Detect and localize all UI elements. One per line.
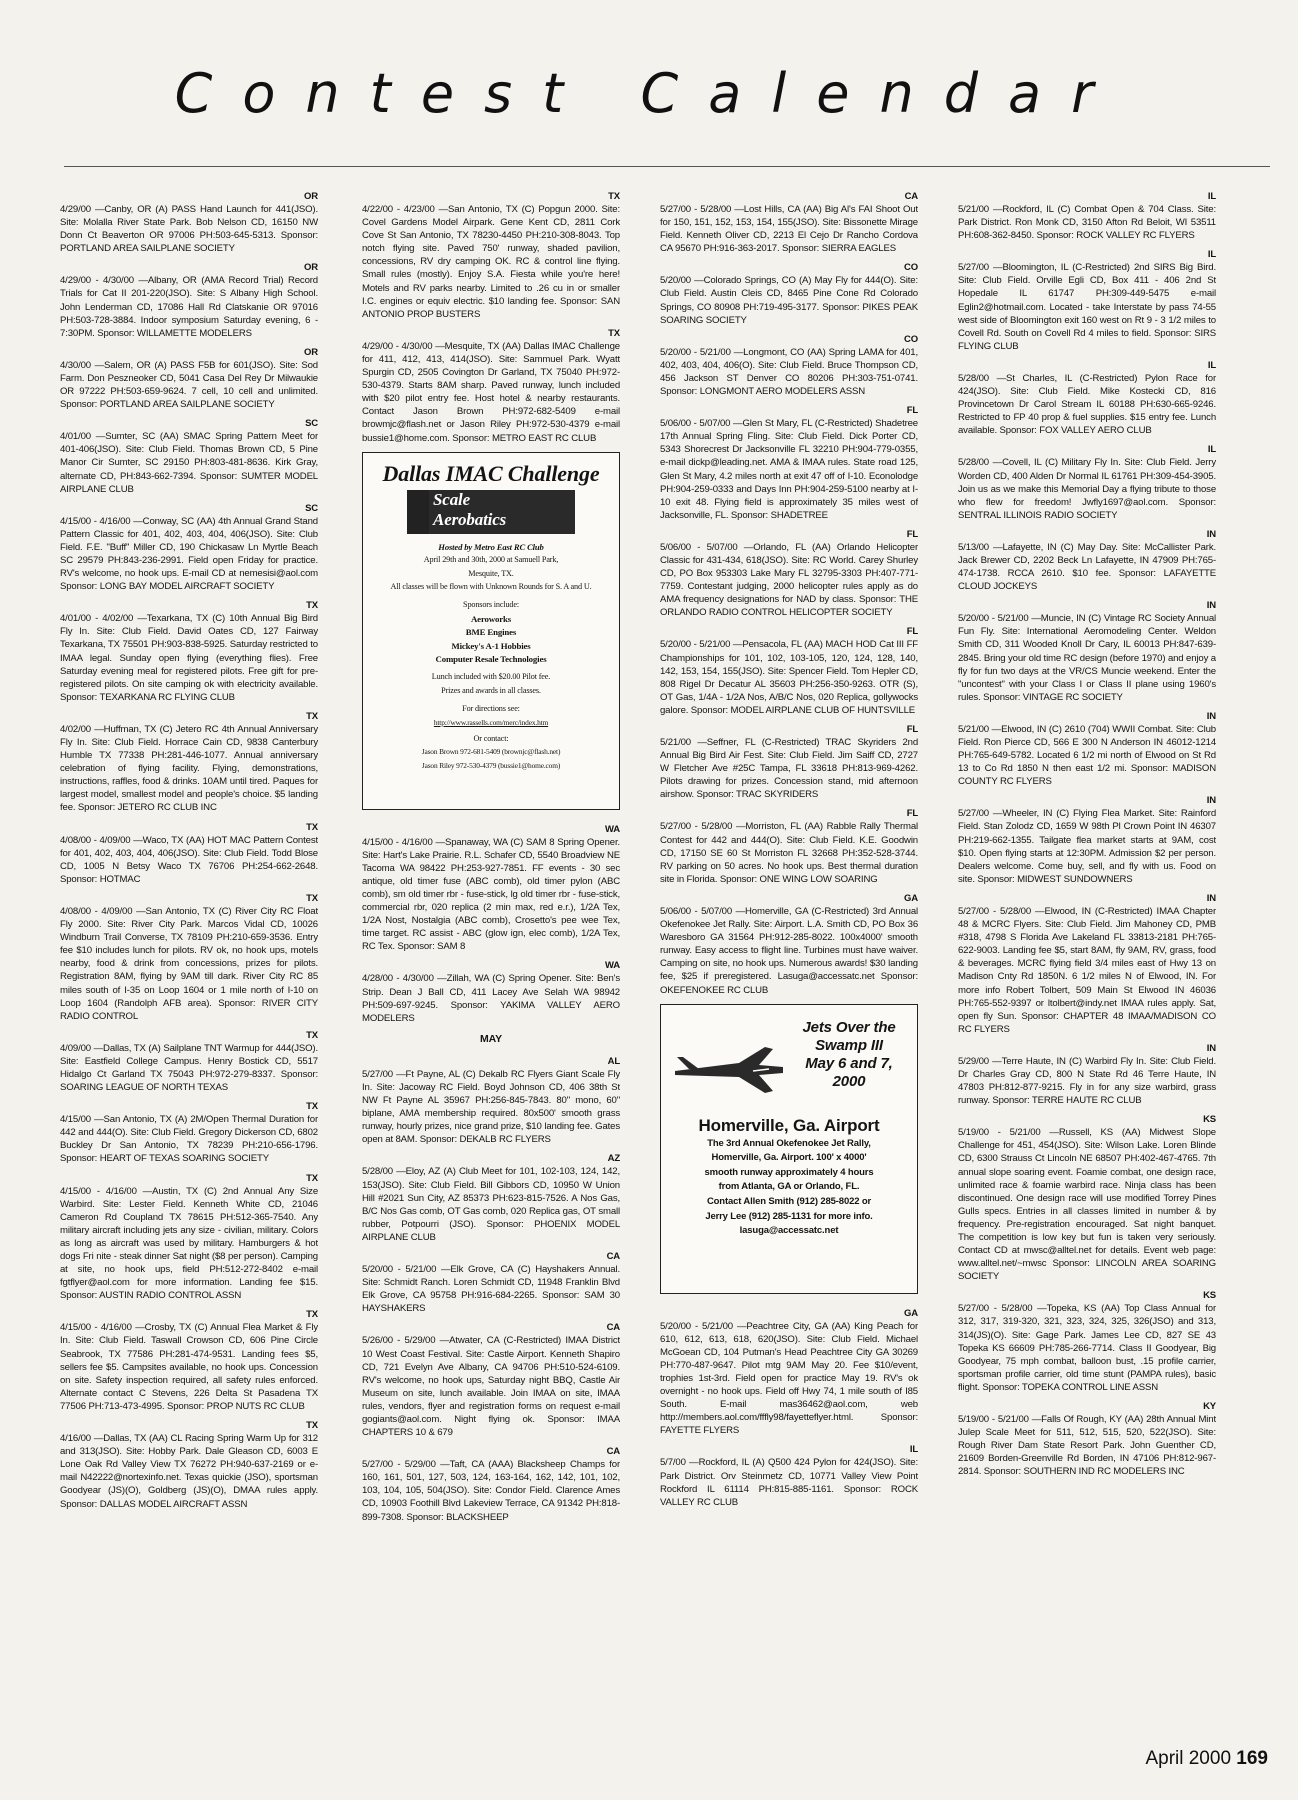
state-label: IL [1207, 359, 1216, 371]
state-label: CA [904, 191, 918, 202]
contest-entry: 5/27/00 —Bloomington, IL (C-Restricted) 2nd SIRS Big Bird. Site: Club Field. Orville Egli CD, Box 411 - 406 2nd St Hopedale IL 61747 PH:309-449-5475 e-mail Eglin2@hotmail.com. Located - take Interstate by pass 74-55 west side of Bloomington exit 160 west on Rt 9 - 3 1/2 miles to Covell Rd. South on Covell Rd 4 miles to field. Sponsor: SIRS FLYING CLUB [958, 262, 1216, 352]
imac-classes: All classes will be flown with Unknown Rounds for S. A and U. [390, 581, 592, 591]
contest-entry: 5/28/00 —Eloy, AZ (A) Club Meet for 101, 102-103, 124, 142, 153(JSO). Site: Club Field. Bill Gibbors CD, 10950 W Union Hill #2021 Sun City, AZ 85373 PH:623-815-7526. A Nos Gas, B/C Nos Gas comb, OT Gas comb, 020 Replica gas, OT small rubber, Potpourri (JSO). Sponsor: PHOENIX MODEL AIRPLANE CLUB [362, 1166, 620, 1243]
calendar-column-3 [660, 190, 918, 1690]
jets-ad-line: Homerville, Ga. Airport. 100' x 4000' [711, 1152, 867, 1164]
state-label: IN [1206, 795, 1216, 807]
imac-date-place: April 29th and 30th, 2000 at Samuell Park, [423, 555, 559, 565]
contest-entry: 5/27/00 —Wheeler, IN (C) Flying Flea Market. Site: Rainford Field. Stan Zolodz CD, 1659 W 98th Pl Crown Point IN 46307 PH:219-662-1355. Tailgate flea market starts at 9AM, cost $10. Open flying starts at 12:30PM. Admission $2 per person. Dealers welcome. Come buy, sell, and fly with us. Food on site. Sponsor: MIDWEST SUNDOWNERS [958, 808, 1216, 885]
contest-entry: 5/19/00 - 5/21/00 —Russell, KS (AA) Midwest Slope Challenge for 451, 454(JSO). Site: Wilson Lake. Loren Blinde CD, 6300 Strauss Ct Lincoln NE 68507 PH:402-467-4765. 7th annual slope soaring event. Foamie combat, one design race, unlimited race & foamie warbird race. Ninja class has been discontinued. One design race will use modified Torrey Pines Gulls specs. Entries in all classes limited in number & by frequency. Pre-registration encouraged. Sat night banquet. The competition is low key but fun is taken very seriously. Contact CD at mwsc@alltel.net for details. Event web page: www.alltel.net/~mwsc Sponsor: LINCOLN AREA SOARING SOCIETY [958, 1127, 1216, 1283]
contest-entry: 5/27/00 - 5/28/00 —Elwood, IN (C-Restricted) IMAA Chapter 48 & MCRC Flyers. Site: Club Field. Jim Mahoney CD, PMB #318, 4798 S Florida Ave Lakeland FL 33813-2181 PH:765-622-9003. Landing fee $5, start 8AM, fly 9AM, RV, grass, food & beverages. MCRC flying field 3/4 miles east of Hwy 13 on Madison Cnty Rd 1850N. 6 1/2 miles N of Elwood, IN. For more info Robert Tolbert, 509 Main St Elwood IN 46036 PH:765-552-9397 or ltolbert@indy.net IMAA rules apply. Sat, open fly Sun. Sponsor: CHAPTER 48 IMAA/MADISON CO RC FLYERS [958, 905, 1216, 1035]
contest-entry: 4/29/00 - 4/30/00 —Mesquite, TX (AA) Dallas IMAC Challenge for 411, 412, 413, 414(JSO). Site: Sammuel Park. Wyatt Spurgin CD, 2505 Covington Dr Garland, TX 75040 PH:972-530-4379. Starts 8AM sharp. Paved runway, lunch included with $20 pilot entry fee. Host hotel & nearby restaurants. Contact Jason Brown PH:972-682-5409 e-mail browmjc@flash.net or Jason Riley PH:972-530-4379 e-mail bussie1@home.com. Sponsor: METRO EAST RC CLUB [362, 340, 620, 444]
state-label: IN [1206, 600, 1216, 612]
contest-entry: 5/27/00 - 5/28/00 —Lost Hills, CA (AA) Big Al's FAI Shoot Out for 150, 151, 152, 153, 154, 155(JSO). Site: Bissonette Mirage Field. Kenneth Oliver CD, 2213 El Cejo Dr Rancho Cordova CA 95670 PH:916-363-2017. Sponsor: SIERRA EAGLES [660, 204, 918, 255]
state-label: TX [306, 1420, 318, 1432]
contest-entry: 4/09/00 —Dallas, TX (A) Sailplane TNT Warmup for 444(JSO). Site: Eastfield College Campus. Henry Bostick CD, 5517 Hidalgo Ct Garland TX 75043 PH:972-279-8337. Sponsor: SOARING LEAGUE OF NORTH TEXAS [60, 1042, 318, 1094]
state-label: WA [604, 960, 620, 972]
jets-over-the-swamp-ad [660, 1004, 918, 1294]
state-label: TX [608, 327, 620, 339]
contest-entry: 4/15/00 - 4/16/00 —Conway, SC (AA) 4th Annual Grand Stand Pattern Classic for 401, 402, 403, 404, 406(JSO). Site: Club Field. F.E. "Buff" Miller CD, 190 Chickasaw Ln Myrtle Beach SC 29579 PH:843-236-2991. Field open Friday for practice. RV's welcome, no hook ups. E-mail CD at nemesisi@aol.com Sponsor: LONG BAY MODEL AIRCRAFT SOCIETY [60, 515, 318, 593]
state-label: CA [606, 1446, 620, 1458]
state-label: IN [1206, 710, 1216, 722]
state-label: KS [1203, 1114, 1216, 1126]
state-label: TX [306, 710, 318, 722]
state-label: OR [304, 346, 318, 358]
contest-entry: 4/15/00 —San Antonio, TX (A) 2M/Open Thermal Duration for 442 and 444(O). Site: Club Field. Gregory Dickerson CD, 6802 Buckley Dr San Antonio, TX 78239 PH:210-656-1796. Sponsor: HEART OF TEXAS SOARING SOCIETY [60, 1114, 318, 1165]
imac-contact-label: Or contact: [473, 733, 509, 743]
contest-entry: 5/28/00 —Covell, IL (C) Military Fly In. Site: Club Field. Jerry Worden CD, 400 Alden Dr Normal IL 61761 PH:309-454-3905. Join us as we make this Memorial Day a flying tribute to those who flew for freedom! Jwfly1697@aol.com. Sponsor: SENTRAL ILLINOIS RADIO SOCIETY [958, 457, 1216, 521]
dallas-imac-challenge-ad [362, 452, 620, 810]
contest-entry: 5/28/00 —St Charles, IL (C-Restricted) Pylon Race for 424(JSO). Site: Club Field. Mike Kostecki CD, 816 Provincetown Dr Carol Stream IL 60188 PH:630-665-9246. Restricted to FP 40 prop & fuel supplies. $15 entry fee. Lunch available. Sponsor: FOX VALLEY AERO CLUB [958, 372, 1216, 437]
page-footer [1145, 1748, 1268, 1770]
contest-entry: 4/08/00 - 4/09/00 —Waco, TX (AA) HOT MAC Pattern Contest for 401, 402, 403, 404, 406(JSO). Site: Club Field. Todd Blose CD, 1005 N Betsy Waco TX 76706 PH:254-662-2648. Sponsor: HOTMAC [60, 834, 318, 885]
contest-entry: 5/20/00 - 5/21/00 —Pensacola, FL (AA) MACH HOD Cat III FF Championships for 101, 102, 103-105, 120, 124, 128, 140, 142, 153, 154, 155(JSO). Site: Spencer Field. Tom Hepler CD, 808 Rigel Dr Decatur AL 35603 PH:256-350-9263. OTR (S), OT Gas, 1/4A - 1/2A Nos, A/B/C Nos, 020 Replica, gollywocks galore. Sponsor: MODEL AIRPLANE CLUB OF HUNTSVILLE [660, 639, 918, 716]
column-2-entries-may [362, 1056, 620, 1524]
column-2-entries-bottom [362, 824, 620, 1025]
calendar-column-1 [60, 190, 318, 1690]
state-label: IL [1207, 444, 1216, 456]
contest-entry: 5/29/00 —Terre Haute, IN (C) Warbird Fly In. Site: Club Field. Dr Charles Gray CD, 800 N State Rd 46 Terre Haute, IN 47803 PH:812-877-9215. Fly in for any size warbird, grass runway. Sponsor: TERRE HAUTE RC CLUB [958, 1055, 1216, 1107]
state-label: TX [306, 1101, 318, 1113]
contest-entry: 5/27/00 - 5/28/00 —Topeka, KS (AA) Top Class Annual for 312, 317, 319-320, 321, 323, 324, 325, 326(JSO) and 313, 314(JS)(O). Site: Gage Park. James Lee CD, 827 SE 43 Topeka KS 66609 PH:785-266-7714. Class II Goodyear, Big Goodyear, 75 mph combat, balloon bust, .15 profile carrier, sportsman profile carrier, old time stunt (PAMPA rules), basic flight. Sponsor: TOPEKA CONTROL LINE ASSN [958, 1303, 1216, 1393]
state-label: FL [906, 808, 918, 820]
state-label: IL [1207, 191, 1216, 202]
jets-ad-location: Homerville, Ga. Airport [698, 1115, 880, 1135]
state-label: IN [1206, 892, 1216, 904]
contest-entry: 4/30/00 —Salem, OR (A) PASS F5B for 601(JSO). Site: Sod Farm. Don Peszneoker CD, 5041 Casa Del Rey Dr Milwaukie OR 97222 PH:503-659-9624. 7 cell, 10 cell and unlimited. Sponsor: PORTLAND AREA SAILPLANE SOCIETY [60, 359, 318, 411]
state-label: IN [1206, 528, 1216, 540]
state-label: CO [904, 262, 918, 274]
contest-entry: 5/06/00 - 5/07/00 —Homerville, GA (C-Restricted) 3rd Annual Okefenokee Jet Rally. Site: Airport. L.A. Smith CD, PO Box 36 Waresboro GA 31564 PH:912-285-8022. 100x4000' smooth runway. Easy access to flight line. Turbines must have waiver. Camping on site, no hook ups. Numerous awards! $30 landing fee, $25 if preregistered. Lasuga@accessatc.net Sponsor: OKEFENOKEE RC CLUB [660, 905, 918, 996]
contest-entry: 4/28/00 - 4/30/00 —Zillah, WA (C) Spring Opener. Site: Ben's Strip. Dean J Ball CD, 411 Lacey Ave Selah WA 98942 PH:509-697-9245. Sponsor: YAKIMA VALLEY AERO MODELERS [362, 973, 620, 1024]
contest-entry: 5/26/00 - 5/29/00 —Atwater, CA (C-Restricted) IMAA District 10 West Coast Festival. Site: Castle Airport. Kenneth Shapiro CD, 721 Evelyn Ave Albany, CA 94706 PH:510-524-6109. RV's welcome, no hook ups, Saturday night BBQ, Castle Air Museum on site, lunch available. Join IMAA on site, IMAA rules, vendors, flyer and registration forms on request e-mail gogiants@aol.com. Night flying ok. Sponsor: IMAA CHAPTERS 10 & 679 [362, 1335, 620, 1439]
month-heading: MAY [480, 1032, 502, 1045]
jets-ad-line: The 3rd Annual Okefenokee Jet Rally, [707, 1137, 871, 1149]
state-label: KS [1203, 1290, 1216, 1302]
imac-lunch: Lunch included with $20.00 Pilot fee. [431, 672, 551, 682]
contest-entry: 4/22/00 - 4/23/00 —San Antonio, TX (C) Popgun 2000. Site: Covel Gardens Model Airpark. Gene Kent CD, 2811 Cork Cove St San Antonio, TX 78230-4450 PH:210-308-8043. Top notch flying site. Paved 750' runway, shaded pavilion, concessions, RV dry camping OK. RC & control line flying. Small rules (mostly). Enjoy S.A. Fiesta while you're here! Motels and RV parks nearby. Limited to .26 cu in or smaller I.C. engines or equiv electric. $10 landing fee. Sponsor: SAN ANTONIO PROP BUSTERS [362, 204, 620, 320]
state-label: IL [909, 1444, 918, 1456]
contest-entry: 5/06/00 - 5/07/00 —Orlando, FL (AA) Orlando Helicopter Classic for 431-434, 618(JSO). Site: RC World. Carey Shurley CD, PO Box 953303 Lake Mary FL 32795-3303 PH:407-771-7759. Contestant judging, 2000 helicopter rules apply as do AMA frequency designations for NAD by class. Sponsor: THE ORLANDO RADIO CONTROL HELICOPTER SOCIETY [660, 541, 918, 619]
jets-ad-line: Jerry Lee (912) 285-1131 for more info. [705, 1210, 873, 1222]
state-label: TX [306, 600, 318, 612]
state-label: TX [608, 191, 620, 202]
contest-entry: 5/20/00 - 5/21/00 —Elk Grove, CA (C) Hayshakers Annual. Site: Schmidt Ranch. Loren Schmidt CD, 11948 Franklin Blvd Elk Grove, CA 95758 PH:916-684-2265. Sponsor: SAM 30 HAYSHAKERS [362, 1264, 620, 1315]
contest-entry: 5/27/00 - 5/29/00 —Taft, CA (AAA) Blacksheep Champs for 160, 161, 501, 127, 503, 124, 163-164, 162, 142, 101, 102, 103, 104, 105, 504(JSO). Site: Condor Field. Clarence Ames CD, 10903 Foothill Blvd Lakeview Terrace, CA 91342 PH:818-899-7308. Sponsor: BLACKSHEEP [362, 1459, 620, 1523]
state-label: OR [304, 191, 318, 202]
contest-entry: 4/15/00 - 4/16/00 —Austin, TX (C) 2nd Annual Any Size Warbird. Site: Lester Field. Kenneth White CD, 21046 Cameron Rd Coupland TX 78615 PH:512-365-7540. Any military aircraft including jets any size - civilian, military. Colors as long as aircraft was used by military. Hamburgers & hot dogs Fri nite - steak dinner Sat night ($8 per person). Camping at site, no hook ups, field PH:512-272-8402 e-mail fgtflyer@aol.com for more information. Landing fee $15. Sponsor: AUSTIN RADIO CONTROL ASSN [60, 1185, 318, 1302]
contest-entry: 5/19/00 - 5/21/00 —Falls Of Rough, KY (AA) 28th Annual Mint Julep Scale Meet for 511, 512, 515, 520, 522(JSO). Site: Rough River Dam State Resort Park. John Guenther CD, 21609 Borden-Greenville Rd Borden, IN 47106 PH:812-967-2814. Sponsor: SOUTHERN IND RC MODELERS INC [958, 1414, 1216, 1478]
contest-entry: 5/21/00 —Seffner, FL (C-Restricted) TRAC Skyriders 2nd Annual Big Bird Air Fest. Site: Club Field. Jim Saiff CD, 2727 W Fletcher Ave #25C Tampa, FL 33618 PH:813-969-4262. Pilots drawing for prizes. Concession stand, mid afternoon airshow. Sponsor: TRAC SKYRIDERS [660, 737, 918, 801]
imac-contact: Jason Brown 972-681-5409 (brownjc@flash.net) [421, 747, 561, 757]
jets-ad-email[interactable]: lasuga@accessatc.net [739, 1225, 839, 1237]
imac-ad-title: Dallas IMAC Challenge [382, 460, 600, 486]
column-3-entries-top [660, 191, 918, 997]
column-3-entries-bottom [660, 1308, 918, 1509]
imac-directions-label: For directions see: [462, 704, 520, 714]
jet-plane-icon [669, 1013, 789, 1109]
state-label: CO [904, 333, 918, 345]
contest-entry: 5/06/00 - 5/07/00 —Glen St Mary, FL (C-Restricted) Shadetree 17th Annual Spring Fling. Site: Club Field. Dick Porter CD, 5343 Shorecrest Dr Jacksonville FL 32210 PH:904-779-0355, e-mail dickp@leading.net. AMA & IMAA rules. State road 125, Glen St Mary, 4.2 miles north at exit 47 off of I-10. Econolodge PH:904-259-0333 and Days Inn PH:904-259-5100 nearby at I-10 exit 48. Flying field is approximately 35 miles west of Jacksonville, FL. Sponsor: SHADETREE [660, 418, 918, 521]
jets-ad-line: smooth runway approximately 4 hours [704, 1166, 874, 1178]
state-label: SC [305, 502, 318, 514]
state-label: TX [306, 892, 318, 904]
contest-entry: 5/27/00 - 5/28/00 —Morriston, FL (AA) Rabble Rally Thermal Contest for 442 and 444(O). Site: Club Field. K.E. Goodwin CD, 17150 SE 60 St Morriston FL 32668 PH:352-528-3744. RV parking on 50 acres. No hook ups. Best thermal duration site in Florida. Sponsor: ONE WING LOW SOARING [660, 821, 918, 885]
state-label: WA [604, 823, 620, 835]
state-label: FL [906, 405, 918, 417]
calendar-column-2 [362, 190, 620, 1690]
contest-entry: 4/15/00 - 4/16/00 —Spanaway, WA (C) SAM 8 Spring Opener. Site: Hart's Lake Prairie. R.L. Schafer CD, 5540 Broadview NE Tacoma WA 98422 PH:253-927-7851. FF events - 30 sec antique, old timer fuse (ABC comb), old timer pylon (ABC comb), sm old timer rbr - fuse-stick, lg old timer rbr - fuse-stick, commercial rbr, 020 replica (2 min max, red e.r.), 1/2A Tex, 1/2A Nost, Nostalgia (ABC comb), Crosetto's pee wee Tex, time target. RC assist - ABC (glow ign, elec comb), 1/2A Tex, RC Tex. Sponsor: SAM 8 [362, 836, 620, 953]
jets-ad-title: Jets Over the Swamp III May 6 and 7, 2000 [802, 1018, 896, 1090]
contest-entry: 5/13/00 —Lafayette, IN (C) May Day. Site: McCallister Park. Jack Brewer CD, 2202 Beck Ln Lafayette, IN 47909 PH:765-474-1738. RCCA 2610. $10 fee. Sponsor: LAFAYETTE CLOUD JOCKEYS [958, 541, 1216, 593]
column-2-entries-top [362, 191, 620, 445]
state-label: CA [606, 1322, 620, 1334]
state-label: AL [607, 1055, 620, 1067]
scale-aerobatics-logo: Scale Aerobatics [407, 490, 575, 534]
state-label: SC [305, 418, 318, 430]
imac-sponsors-label: Sponsors include: [463, 600, 519, 610]
imac-directions-link[interactable]: http://www.rassells.com/merc/index.htm [433, 717, 549, 727]
issue-date: April 2000 [1145, 1748, 1232, 1769]
contest-entry: 5/21/00 —Elwood, IN (C) 2610 (704) WWII Combat. Site: Club Field. Ron Pierce CD, 566 E 300 N Anderson IN 46012-1214 PH:765-649-5782. Located 6 1/2 mi north of Elwood on St Rd 13 to Co Rd 1850 N then east 1/2 mi. Sponsor: MADISON COUNTY RC FLYERS [958, 723, 1216, 788]
state-label: CA [606, 1251, 620, 1263]
imac-prizes: Prizes and awards in all classes. [441, 685, 541, 695]
calendar-column-4 [958, 190, 1216, 1690]
state-label: TX [306, 821, 318, 833]
state-label: AZ [607, 1153, 620, 1165]
state-label: TX [306, 1029, 318, 1041]
contest-entry: 5/27/00 —Ft Payne, AL (C) Dekalb RC Flyers Giant Scale Fly In. Site: Jacoway RC Field. Boyd Johnson CD, 406 38th St NW Ft Payne AL 35967 PH:256-845-7843. 80" mono, 60" biplane, AMA membership required. 80x500' smooth grass runway, hourly prizes, nice grand prize, $10 landing fee. Gates open at 8AM. Sponsor: DEKALB RC FLYERS [362, 1068, 620, 1146]
state-label: FL [906, 724, 918, 735]
state-label: IL [1207, 249, 1216, 261]
jets-ad-line: from Atlanta, GA or Orlando, FL. [718, 1181, 860, 1193]
state-label: OR [304, 262, 318, 274]
imac-sponsor: Mickey's A-1 Hobbies [451, 640, 531, 651]
contest-entry: 4/01/00 - 4/02/00 —Texarkana, TX (C) 10th Annual Big Bird Fly In. Site: Club Field. David Oates CD, 127 Fairway Texarkana, TX 75501 PH:903-838-5925. Saturday restricted to IMAA legal. Sunday open flying (everything flies). Free Saturday evening meal for registered pilots. Free gift for pre-registered pilots. On site camping ok with electricity available. Sponsor: TEXARKANA RC FLYING CLUB [60, 613, 318, 703]
contest-entry: 4/15/00 - 4/16/00 —Crosby, TX (C) Annual Flea Market & Fly In. Site: Club Field. Taswall Crowson CD, 606 Pine Circle Seabrook, TX 77586 PH:281-474-9531. Landing fees $5, sellers fee $5. Campsites available, no hook ups. Concession on site. Safety inspection required, all safety rules enforced. Alternate contact C Stevens, 226 Delta St Pasadena TX 77506 PH:713-473-4995. Sponsor: PROP NUTS RC CLUB [60, 1322, 318, 1412]
state-label: TX [306, 1172, 318, 1184]
contest-entry: 4/16/00 —Dallas, TX (AA) CL Racing Spring Warm Up for 312 and 313(JSO). Site: Hobby Park. Dale Gleason CD, 6003 E Lone Oak Rd Valley View TX 76272 PH:940-637-2169 or e-mail N42222@nortexinfo.net. Texas quickie (JSO), sportsman Goodyear (JS)(O), Goldberg (JS)(O), DMAA rules apply. Sponsor: DALLAS MODEL AIRCRAFT ASSN [60, 1433, 318, 1510]
contest-entry: 5/21/00 —Rockford, IL (C) Combat Open & 704 Class. Site: Park District. Ron Monk CD, 3150 Afton Rd Beloit, WI 53511 PH:608-362-8450. Sponsor: ROCK VALLEY RC FLYERS [958, 204, 1216, 242]
state-label: GA [904, 892, 918, 904]
contest-entry: 5/20/00 - 5/21/00 —Longmont, CO (AA) Spring LAMA for 401, 402, 403, 404, 406(O). Site: Club Field. Bruce Thompson CD, 456 Jackson ST Denver CO 80206 PH:303-751-0741. Sponsor: LONGMONT AERO MODELERS ASSN [660, 346, 918, 398]
contest-entry: 5/20/00 —Colorado Springs, CO (A) May Fly for 444(O). Site: Club Field. Austin Cleis CD, 8465 Pine Cone Rd Colorado Springs, CO 80908 PH:719-495-3177. Sponsor: PIKES PEAK SOARING SOCIETY [660, 275, 918, 326]
state-label: KY [1203, 1401, 1216, 1413]
imac-city: Mesquite, TX. [468, 568, 514, 578]
state-label: TX [306, 1309, 318, 1321]
contest-entry: 4/02/00 —Huffman, TX (C) Jetero RC 4th Annual Anniversary Fly In. Site: Club Field. Horrace Cain CD, 9838 Canterbury Humble TX 77338 PH:281-446-1077. Annual anniversary celebration of flying facility. Flying, demonstrations, instructions, raffles, food & drinks. 10AM until tired. Paques for largest model, smallest model and people's choice. $5 landing fee. Sponsor: JETERO RC CLUB INC [60, 723, 318, 814]
contest-entry: 4/01/00 —Sumter, SC (AA) SMAC Spring Pattern Meet for 401-406(JSO). Site: Club Field. Thomas Brown CD, 5 Pine Manor Cir Sumter, SC 29150 PH:803-481-8636. Kirk Gray, alternate CD, PH:843-662-7394. Sponsor: SUMTER MODEL AIRPLANE CLUB [60, 431, 318, 495]
imac-sponsor: Computer Resale Technologies [435, 653, 547, 664]
imac-hosted-by: Hosted by Metro East RC Club [438, 541, 544, 552]
contest-entry: 5/20/00 - 5/21/00 —Muncie, IN (C) Vintage RC Society Annual Fun Fly. Site: International Aeromodeling Center. Weldon Smith CD, 311 Wooded Knoll Dr Cary, IL 60013 PH:847-639-2845. Bring your old time RC design (before 1970) and enjoy a fly for fun two days at the VR/CS Muncie weekend. Enter the "uncontest" with your Class I or Class II plane using 1960's rules. Sponsor: VINTAGE RC SOCIETY [958, 613, 1216, 703]
contest-entry: 5/7/00 —Rockford, IL (A) Q500 424 Pylon for 424(JSO). Site: Park District. Orv Steinmetz CD, 10771 Valley View Point Rockford IL 61114 PH:815-885-1161. Sponsor: ROCK VALLEY RC CLUB [660, 1457, 918, 1508]
imac-sponsor: BME Engines [465, 627, 517, 638]
page-number: 169 [1236, 1748, 1268, 1769]
imac-contact: Jason Riley 972-530-4379 (bussie1@home.com) [421, 760, 561, 770]
contest-entry: 4/29/00 —Canby, OR (A) PASS Hand Launch for 441(JSO). Site: Molalla River State Park. Bob Nelson CD, 16150 NW Donn Ct Beaverton OR 97006 PH:503-645-5313. Sponsor: PORTLAND AREA SAILPLANE SOCIETY [60, 204, 318, 255]
state-label: GA [904, 1307, 918, 1319]
contest-entry: 5/20/00 - 5/21/00 —Peachtree City, GA (AA) King Peach for 610, 612, 613, 618, 620(JSO). Site: Club Field. Michael McGoean CD, 104 Putman's Head Peachtree City GA 30269 PH:770-487-9647. Pilot mtg 9AM May 20. Fee $10/event, trophies 1st-3rd. Field open for practice May 19. RV's ok overnight - no hook ups. Field off Hwy 74, 1 mile south of I85 South. E-mail mas36462@aol.com, web http://members.aol.com/fffly98/fayetteflyer.html. Sponsor: FAYETTE FLYERS [660, 1320, 918, 1437]
state-label: FL [906, 528, 918, 540]
page-title: Contest Calendar [174, 62, 1124, 125]
contest-entry: 4/29/00 - 4/30/00 —Albany, OR (AMA Record Trial) Record Trials for Cat II 201-220(JSO). Site: S Albany High School. John Lenderman CD, 17086 Hall Rd Clatskanie OR 97016 PH:503-728-3884. Indoor symposium Saturday evening, 6 - 7:30PM. Sponsor: WILLAMETTE MODELERS [60, 275, 318, 339]
jets-ad-line: Contact Allen Smith (912) 285-8022 or [706, 1196, 872, 1208]
header-rule [64, 166, 1270, 167]
contest-entry: 4/08/00 - 4/09/00 —San Antonio, TX (C) River City RC Float Fly 2000. Site: River City Park. Marcos Vidal CD, 10026 Windburn Trail Converse, TX 78109 PH:210-659-3536. Entry fee $10 includes lunch for pilots. RV ok, no hook ups, motels nearby, food & drink from concessions, prizes for pilots. Registration 8AM, flying by 9AM till dark. River City RC 85 miles south of I-35 on Loop 1604 or 1 mile north of I-10 on Loop 1604 (Randolph AFB area). Sponsor: RIVER CITY RADIO CONTROL [60, 905, 318, 1022]
state-label: IN [1206, 1042, 1216, 1054]
imac-sponsor: Aeroworks [470, 613, 512, 624]
state-label: FL [906, 626, 918, 638]
